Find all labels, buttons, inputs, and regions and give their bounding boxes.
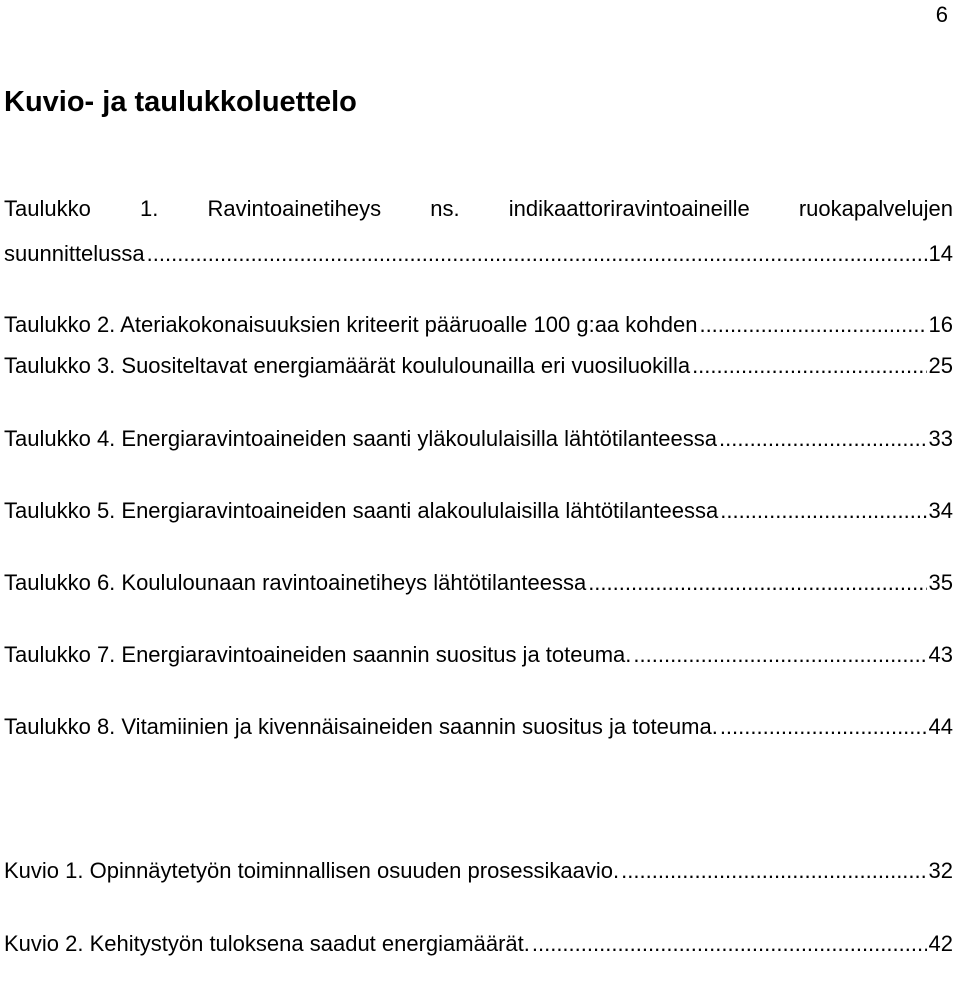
toc-entry-table-8[interactable] — [4, 712, 953, 742]
dot-leader — [692, 351, 926, 381]
toc-entry-page: 32 — [928, 858, 953, 883]
toc-entry-title: suunnittelussa — [4, 241, 145, 266]
toc-word: indikaattoriravintoaineille — [508, 196, 750, 221]
page-title: Kuvio- ja taulukkoluettelo — [4, 86, 357, 118]
toc-entry-page: 33 — [928, 426, 953, 451]
dot-leader — [532, 929, 927, 959]
toc-entry-title: Kuvio 1. Opinnäytetyön toiminnallisen osuuden prosessikaavio. — [4, 858, 620, 883]
dot-leader — [621, 856, 926, 886]
toc-entry-title: Taulukko 7. Energiaravintoaineiden saannin suositus ja toteuma. — [4, 642, 632, 667]
toc-entry-table-5[interactable] — [4, 496, 953, 526]
dot-leader — [720, 496, 926, 526]
toc-word: 1. — [139, 196, 159, 221]
dot-leader — [719, 424, 927, 454]
toc-entry-table-3[interactable] — [4, 351, 953, 381]
page-number: 6 — [935, 2, 948, 27]
toc-entry-page: 16 — [928, 312, 953, 337]
toc-entry-title: Taulukko 3. Suositeltavat energiamäärät koululounailla eri vuosiluokilla — [4, 353, 691, 378]
toc-entry-title: Taulukko 8. Vitamiinien ja kivennäisaineiden saannin suositus ja toteuma. — [4, 714, 718, 739]
toc-entry-page: 25 — [928, 353, 953, 378]
toc-entry-title: Taulukko 6. Koululounaan ravintoainetiheys lähtötilanteessa — [4, 570, 587, 595]
toc-entry-figure-1[interactable] — [4, 856, 953, 886]
toc-entry-page: 14 — [928, 241, 953, 266]
dot-leader — [720, 712, 927, 742]
toc-entry-title: Taulukko 4. Energiaravintoaineiden saanti yläkoululaisilla lähtötilanteessa — [4, 426, 718, 451]
toc-entry-table-1-line-1 — [4, 194, 953, 224]
toc-entry-table-2[interactable] — [4, 310, 953, 340]
dot-leader — [633, 640, 926, 670]
toc-entry-table-4[interactable] — [4, 424, 953, 454]
toc-entry-figure-2[interactable] — [4, 929, 953, 959]
toc-entry-table-6[interactable] — [4, 568, 953, 598]
toc-word: Taulukko — [4, 196, 91, 221]
dot-leader — [699, 310, 926, 340]
toc-entry-page: 44 — [928, 714, 953, 739]
toc-word: Ravintoainetiheys — [207, 196, 382, 221]
toc-entry-page: 34 — [928, 498, 953, 523]
toc-entry-title: Taulukko 2. Ateriakokonaisuuksien kriteerit pääruoalle 100 g:aa kohden — [4, 312, 698, 337]
toc-entry-page: 35 — [928, 570, 953, 595]
toc-entry-title: Taulukko 5. Energiaravintoaineiden saanti alakoululaisilla lähtötilanteessa — [4, 498, 719, 523]
toc-entry-table-7[interactable] — [4, 640, 953, 670]
toc-entry-title: Kuvio 2. Kehitystyön tuloksena saadut energiamäärät. — [4, 931, 530, 956]
toc-entry-table-1[interactable] — [4, 239, 953, 269]
toc-word: ns. — [430, 196, 460, 221]
toc-entry-page: 43 — [928, 642, 953, 667]
toc-entry-page: 42 — [928, 931, 953, 956]
toc-word: ruokapalvelujen — [798, 196, 953, 221]
dot-leader — [147, 239, 927, 269]
dot-leader — [588, 568, 926, 598]
